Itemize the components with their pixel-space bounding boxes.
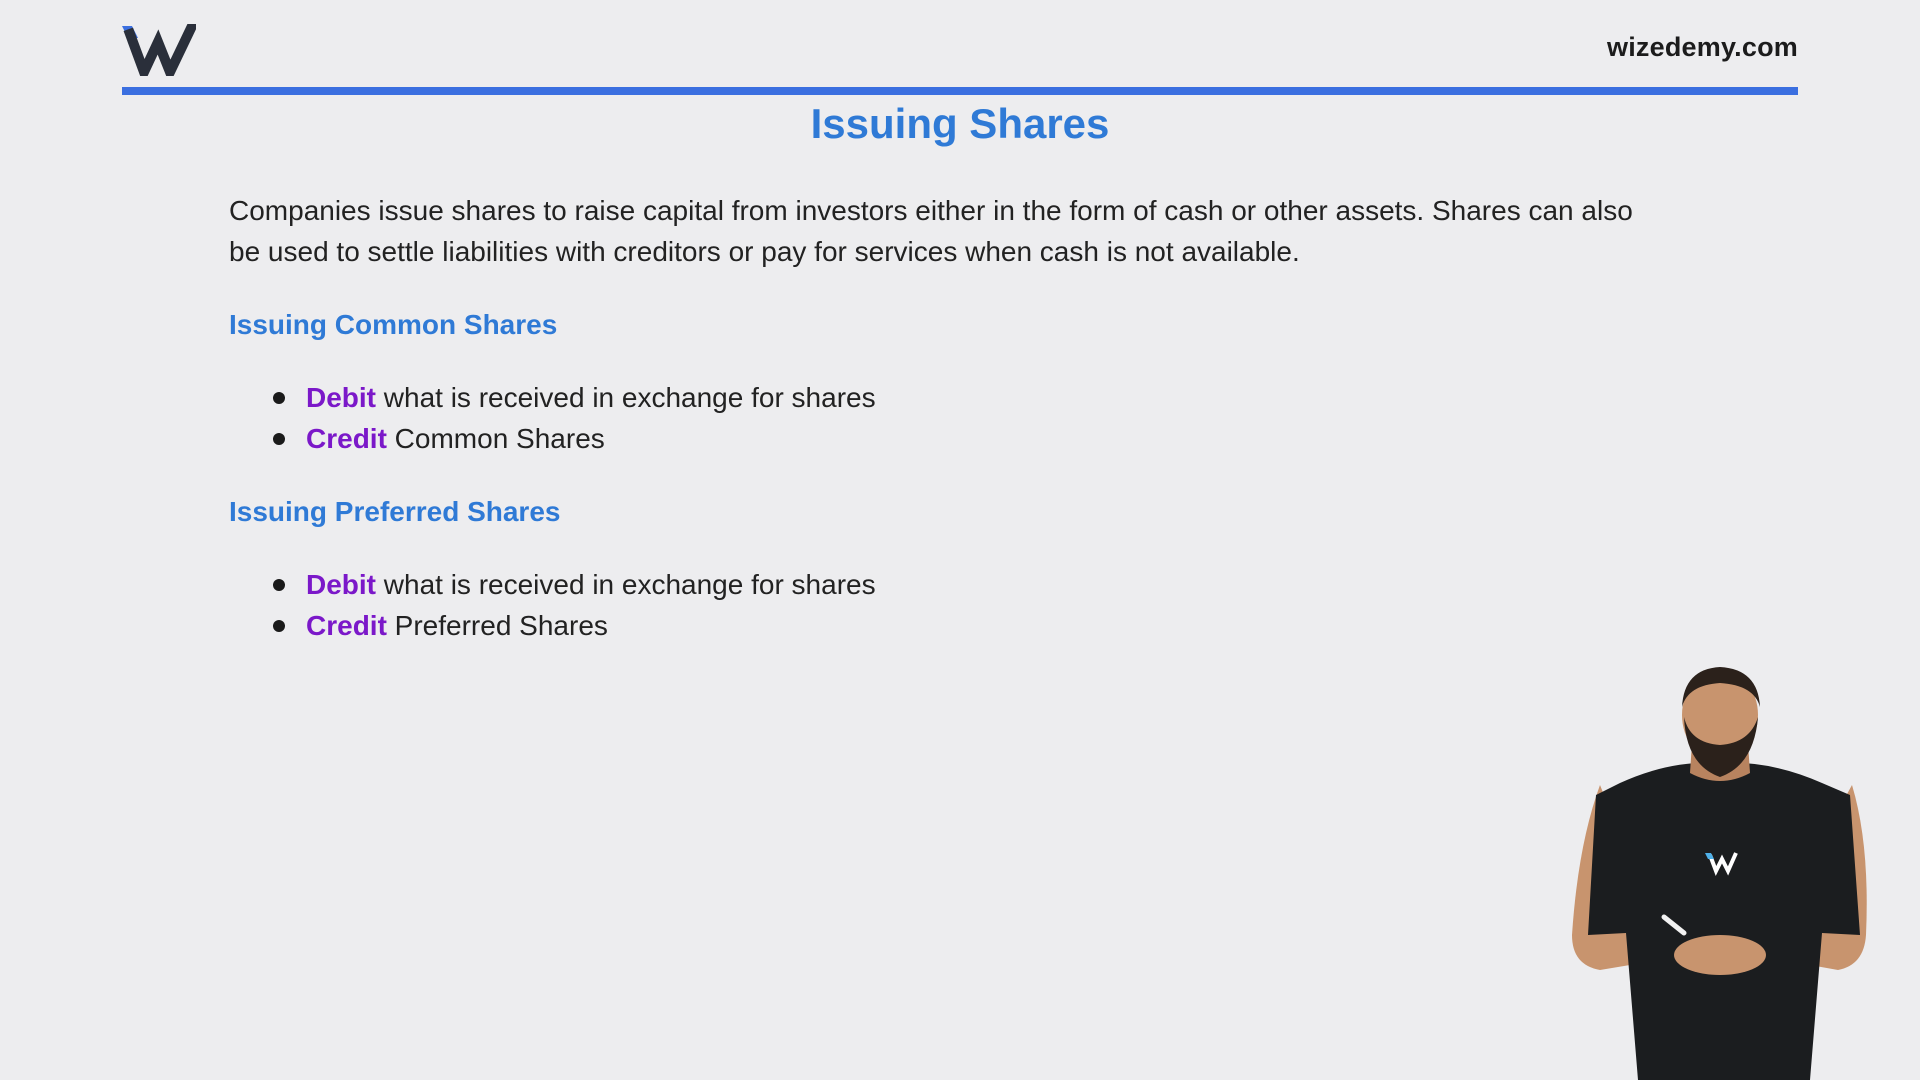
site-url: wizedemy.com [1607,32,1798,62]
credit-keyword: Credit [306,610,387,641]
bullet-icon [273,579,285,591]
bullet-icon [273,433,285,445]
bullet-icon [273,392,285,404]
presenter-video-icon [1560,665,1880,1080]
slide-content [229,190,1669,678]
list-item [273,605,1669,646]
debit-keyword: Debit [306,382,376,413]
list-item-text: Common Shares [386,423,605,454]
bullet-icon [273,620,285,632]
intro-paragraph: Companies issue shares to raise capital from investors either in the form of cash or other assets. Shares can also be used to settle liabilities with creditors or pay for services when cash is not available. [229,195,1633,267]
list-item-text: what is received in exchange for shares [376,382,876,413]
header-divider [122,87,1798,95]
section-heading-common: Issuing Common Shares [229,309,558,340]
list-item [273,564,1669,605]
list-item-text: Preferred Shares [386,610,608,641]
common-shares-list [229,377,1669,459]
list-item [273,418,1669,459]
wizedemy-logo-icon [122,24,196,76]
page-title: Issuing Shares [810,100,1110,147]
list-item [273,377,1669,418]
preferred-shares-list [229,564,1669,646]
debit-keyword: Debit [306,569,376,600]
credit-keyword: Credit [306,423,387,454]
section-heading-preferred: Issuing Preferred Shares [229,496,561,527]
list-item-text: what is received in exchange for shares [376,569,876,600]
